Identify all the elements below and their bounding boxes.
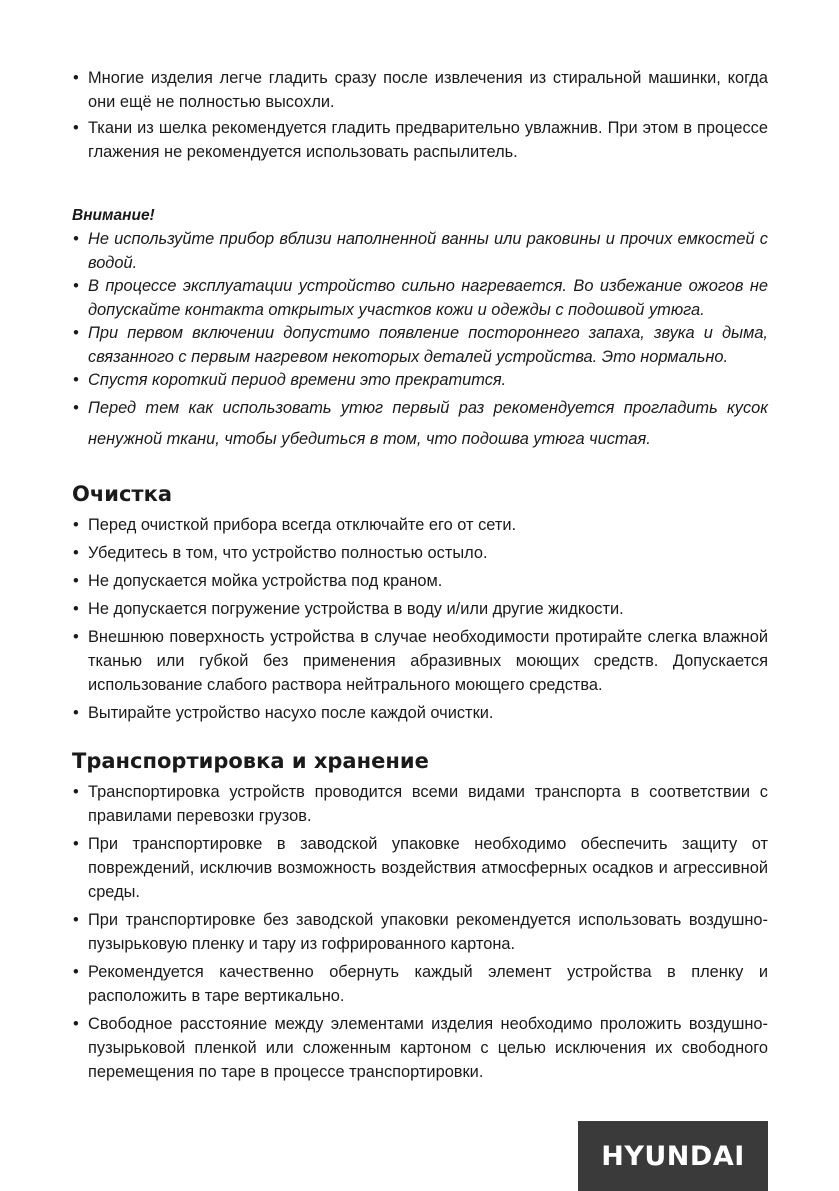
list-item: • Не используйте прибор вблизи наполненной ванны или раковины и прочих емкостей с водой. — [72, 228, 768, 275]
list-item: • Перед тем как использовать утюг первый раз рекомендуется прогладить кусок ненужной ткани, чтобы убедиться в том, что подошва утюга чистая. — [72, 393, 768, 455]
brand-logo — [578, 1121, 768, 1191]
transport-section — [72, 748, 768, 1088]
transport-list — [72, 780, 768, 1084]
list-item: • Внешнюю поверхность устройства в случае необходимости протирайте слегка влажной тканью или губкой без применения абразивных моющих средств. Допускается использование слабого раствора нейтрального моющего средства. — [72, 625, 768, 697]
list-item: • Убедитесь в том, что устройство полностью остыло. — [72, 541, 768, 565]
list-item: • Свободное расстояние между элементами изделия необходимо проложить воздушно-пузырьковой пленкой или сложенным картоном с целью исключения их свободного перемещения по таре в процессе транспортировки. — [72, 1012, 768, 1084]
list-item: • При транспортировке без заводской упаковки рекомендуется использовать воздушно-пузырьковую пленку и тару из гофрированного картона. — [72, 908, 768, 956]
warning-list — [72, 228, 768, 455]
list-item: • Рекомендуется качественно обернуть каждый элемент устройства в пленку и расположить в таре вертикально. — [72, 960, 768, 1008]
list-item: • В процессе эксплуатации устройство сильно нагревается. Во избежание ожогов не допускайте контакта открытых участков кожи и одежды с подошвой утюга. — [72, 275, 768, 322]
cleaning-list — [72, 513, 768, 725]
intro-section — [72, 66, 768, 166]
section-heading-transport: Транспортировка и хранение — [72, 749, 429, 773]
list-item: • Многие изделия легче гладить сразу после извлечения из стиральной машинки, когда они ещё не полностью высохли. — [72, 66, 768, 114]
list-item: • Не допускается мойка устройства под краном. — [72, 569, 768, 593]
list-item: • Вытирайте устройство насухо после каждой очистки. — [72, 701, 768, 725]
list-item: • Ткани из шелка рекомендуется гладить предварительно увлажнив. При этом в процессе глажения не рекомендуется использовать распылитель. — [72, 116, 768, 164]
brand-logo-text: HYUNDAI — [601, 1140, 745, 1172]
list-item: • Перед очисткой прибора всегда отключайте его от сети. — [72, 513, 768, 537]
section-heading-cleaning: Очистка — [72, 482, 173, 506]
list-item: • Спустя короткий период времени это прекратится. — [72, 369, 768, 393]
warning-section — [72, 206, 768, 455]
cleaning-section — [72, 481, 768, 729]
intro-list — [72, 66, 768, 164]
list-item: • Транспортировка устройств проводится всеми видами транспорта в соответствии с правилами перевозки грузов. — [72, 780, 768, 828]
warning-title: Внимание! — [72, 207, 155, 224]
list-item: • При первом включении допустимо появление постороннего запаха, звука и дыма, связанного с первым нагревом некоторых деталей устройства. Это нормально. — [72, 322, 768, 369]
list-item: • При транспортировке в заводской упаковке необходимо обеспечить защиту от повреждений, исключив возможность воздействия атмосферных осадков и агрессивной среды. — [72, 832, 768, 904]
list-item: • Не допускается погружение устройства в воду и/или другие жидкости. — [72, 597, 768, 621]
